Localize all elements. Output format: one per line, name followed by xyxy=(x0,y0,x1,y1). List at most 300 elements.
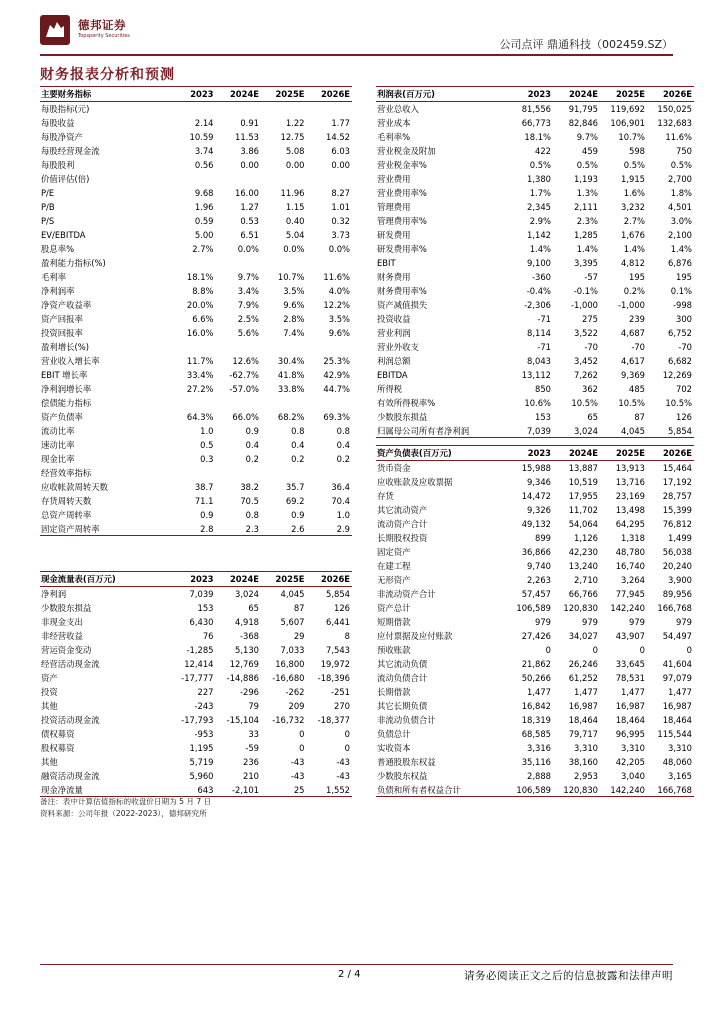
cell-value: 0.8 xyxy=(245,510,259,520)
cell-value: 9,369 xyxy=(621,370,645,380)
cell-value: -0.4% xyxy=(526,286,551,296)
cell-value: 3,024 xyxy=(574,426,598,436)
table-row xyxy=(40,769,352,783)
cell-value: 20.0% xyxy=(186,300,214,310)
cell-value: 42,230 xyxy=(568,547,598,557)
table-row xyxy=(40,727,352,741)
cell-value: 4,501 xyxy=(668,202,692,212)
table-row xyxy=(376,256,694,270)
cell-value: 2.8% xyxy=(283,314,305,324)
cell-value: -71 xyxy=(537,314,551,324)
cell-value: 979 xyxy=(582,617,598,627)
cell-value xyxy=(170,340,216,354)
cell-value: 4,617 xyxy=(621,356,645,366)
row-label: 债权募资 xyxy=(41,729,75,739)
cell-value: 4.0% xyxy=(328,286,350,296)
row-label: 其它流动负债 xyxy=(377,659,428,669)
cell-value: 49,132 xyxy=(521,519,551,529)
year-header: 2025E xyxy=(615,89,645,99)
cell-value: -43 xyxy=(290,757,305,767)
row-label: 负债总计 xyxy=(377,729,411,739)
cell-value: 1.4% xyxy=(576,244,598,254)
cell-value: 3.5% xyxy=(283,286,305,296)
cell-value: -59 xyxy=(245,743,259,753)
cell-value: 0.9 xyxy=(245,426,259,436)
table-row xyxy=(376,326,694,340)
cell-value: 33 xyxy=(248,729,259,739)
cell-value: -296 xyxy=(239,687,259,697)
cell-value: 6.51 xyxy=(240,230,259,240)
cell-value: 3.73 xyxy=(331,230,350,240)
cell-value: 13,887 xyxy=(568,463,598,473)
cell-value: 598 xyxy=(629,146,645,156)
cell-value: 0 xyxy=(344,743,350,753)
table-row xyxy=(40,116,352,130)
cell-value: 236 xyxy=(243,757,259,767)
cell-value: 0 xyxy=(299,743,305,753)
cell-value: 9,100 xyxy=(527,258,551,268)
table-row xyxy=(376,685,694,699)
cell-value: 5,854 xyxy=(326,589,350,599)
cell-value: 14,472 xyxy=(521,491,551,501)
row-label: 投资回报率 xyxy=(41,328,83,338)
row-label: 归属母公司所有者净利润 xyxy=(377,426,470,436)
cell-value: 3,395 xyxy=(574,258,598,268)
cell-value: 18,464 xyxy=(568,715,598,725)
table-row xyxy=(376,601,694,615)
row-label: 营业成本 xyxy=(377,118,411,128)
cell-value: 3,232 xyxy=(621,202,645,212)
cell-value: -16,732 xyxy=(272,715,305,725)
cell-value: 2,888 xyxy=(527,771,551,781)
cell-value: 3,452 xyxy=(574,356,598,366)
year-header: 2023 xyxy=(527,448,551,458)
cell-value: 0.59 xyxy=(194,216,214,226)
page-header xyxy=(40,14,673,62)
table-row xyxy=(40,396,352,410)
cell-value: 8,114 xyxy=(527,328,551,338)
table-title: 现金流量表(百万元) xyxy=(41,574,116,584)
table-row xyxy=(40,587,352,601)
cell-value: 119,692 xyxy=(610,104,645,114)
cell-value: 33.4% xyxy=(186,370,214,380)
row-label: 现金比率 xyxy=(41,454,75,464)
table-row xyxy=(376,228,694,242)
cell-value: 0 xyxy=(545,645,551,655)
cell-value: 0.8 xyxy=(336,426,350,436)
cell-value: 87 xyxy=(293,603,305,613)
table-row xyxy=(40,615,352,629)
cell-value: 2.14 xyxy=(194,118,214,128)
cell-value: 0.1% xyxy=(670,286,692,296)
cell-value: 10.5% xyxy=(571,398,598,408)
cell-value: 239 xyxy=(629,314,645,324)
cell-value: 1,477 xyxy=(621,687,645,697)
table-row xyxy=(40,699,352,713)
cell-value: 4,918 xyxy=(235,617,259,627)
cell-value: 5,130 xyxy=(235,645,259,655)
row-label: 应付票据及应付账款 xyxy=(377,631,453,641)
note-line: 备注：表中计算估值指标的收盘价日期为 5 月 7 日 xyxy=(40,797,212,806)
cell-value xyxy=(216,396,262,410)
cell-value: 16.00 xyxy=(235,188,259,198)
cell-value: 38.7 xyxy=(194,482,214,492)
row-label: 营业费用 xyxy=(377,174,411,184)
table-row xyxy=(376,755,694,769)
cell-value: 0.5% xyxy=(529,160,551,170)
cell-value: 2,111 xyxy=(574,202,598,212)
cell-value: 3,040 xyxy=(621,771,645,781)
cell-value: 6,430 xyxy=(189,617,214,627)
row-label: 研发费用 xyxy=(377,230,411,240)
row-label: 资产减值损失 xyxy=(377,300,428,310)
cell-value: 3,310 xyxy=(574,743,598,753)
row-label: 每股经营现金流 xyxy=(41,146,100,156)
cell-value: 2.7% xyxy=(623,216,645,226)
cell-value: -953 xyxy=(194,729,214,739)
row-label: 营业收入增长率 xyxy=(41,356,100,366)
balance-sheet-table xyxy=(376,445,694,797)
cell-value: 30.4% xyxy=(277,356,305,366)
cell-value: -14,886 xyxy=(226,673,259,683)
page-title: 财务报表分析和预测 xyxy=(40,67,175,83)
cell-value: 9,346 xyxy=(527,477,551,487)
row-label: 预收账款 xyxy=(377,645,411,655)
cell-value: 8.27 xyxy=(331,188,350,198)
cell-value: 0.53 xyxy=(240,216,259,226)
cell-value: 68,585 xyxy=(521,729,551,739)
cell-value: 5.6% xyxy=(237,328,259,338)
row-label: 固定资产 xyxy=(377,547,411,557)
cell-value: 3.86 xyxy=(240,146,259,156)
table-row xyxy=(40,368,352,382)
table-row xyxy=(376,102,694,116)
cell-value: 35,116 xyxy=(521,757,551,767)
cell-value: 0.5% xyxy=(576,160,598,170)
table-row xyxy=(40,354,352,368)
cell-value: -360 xyxy=(531,272,551,282)
cell-value: 1,552 xyxy=(326,785,350,795)
table-row xyxy=(376,461,694,475)
year-header: 2026E xyxy=(662,448,692,458)
cell-value: -998 xyxy=(672,300,692,310)
year-header: 2024E xyxy=(229,89,259,99)
cell-value: 150,025 xyxy=(657,104,692,114)
row-label: 价值评估(倍) xyxy=(41,174,90,184)
cell-value: 0.00 xyxy=(285,160,305,170)
row-label: 经营活动现金流 xyxy=(41,659,100,669)
cell-value: -262 xyxy=(285,687,305,697)
row-label: 其他 xyxy=(41,701,58,711)
cell-value: 12,769 xyxy=(229,659,259,669)
cell-value: 362 xyxy=(582,384,598,394)
cell-value: 11.6% xyxy=(665,132,692,142)
cell-value: 10.6% xyxy=(524,398,551,408)
cell-value: -16,680 xyxy=(272,673,305,683)
table-row xyxy=(40,214,352,228)
table-row xyxy=(40,657,352,671)
cell-value: -243 xyxy=(194,701,214,711)
cell-value: 33.8% xyxy=(277,384,305,394)
cell-value: 1,676 xyxy=(621,230,645,240)
cell-value: 5,854 xyxy=(668,426,692,436)
table-row xyxy=(376,657,694,671)
cell-value: -15,104 xyxy=(226,715,259,725)
table-row xyxy=(40,130,352,144)
cell-value xyxy=(261,396,307,410)
cell-value: 28,757 xyxy=(662,491,692,501)
cell-value: 10.5% xyxy=(665,398,692,408)
table-row xyxy=(376,545,694,559)
row-label: 速动比率 xyxy=(41,440,75,450)
row-label: 净利润 xyxy=(41,589,67,599)
table-row xyxy=(376,727,694,741)
cell-value: 38.2 xyxy=(240,482,259,492)
cell-value: 21,862 xyxy=(521,659,551,669)
year-header: 2024E xyxy=(568,448,598,458)
cell-value: 33,645 xyxy=(615,659,645,669)
row-label: EBIT xyxy=(377,258,396,268)
table-row xyxy=(40,466,352,480)
cell-value: 0.9 xyxy=(200,510,214,520)
cell-value: 3.5% xyxy=(328,314,350,324)
row-label: 少数股东损益 xyxy=(41,603,92,613)
cell-value: 13,112 xyxy=(521,370,551,380)
cell-value: 702 xyxy=(676,384,692,394)
cell-value: -18,396 xyxy=(317,673,350,683)
cell-value xyxy=(216,102,262,116)
row-label: 营业总收入 xyxy=(377,104,419,114)
row-label: 营业税金率% xyxy=(377,160,427,170)
row-label: 管理费用 xyxy=(377,202,411,212)
cell-value: 13,716 xyxy=(615,477,645,487)
cell-value: 0.32 xyxy=(331,216,350,226)
cell-value: 1,195 xyxy=(189,743,214,753)
cell-value: 270 xyxy=(334,701,350,711)
cell-value: 1,477 xyxy=(668,687,692,697)
cell-value: -70 xyxy=(631,342,645,352)
table-row xyxy=(376,475,694,489)
cell-value: 42.9% xyxy=(323,370,350,380)
cell-value: 210 xyxy=(243,771,259,781)
cell-value xyxy=(216,256,262,270)
table-row xyxy=(40,452,352,466)
cell-value: 65 xyxy=(248,603,259,613)
table-row xyxy=(376,503,694,517)
cell-value: 0.5% xyxy=(623,160,645,170)
cell-value: 0.2 xyxy=(245,454,259,464)
table-row xyxy=(40,643,352,657)
table-row xyxy=(376,382,694,396)
cell-value: -18,377 xyxy=(317,715,350,725)
table-row xyxy=(376,699,694,713)
cell-value: 13,498 xyxy=(615,505,645,515)
row-label: 营业税金及附加 xyxy=(377,146,436,156)
row-label: 固定资产周转率 xyxy=(41,524,100,534)
cell-value: 78,531 xyxy=(615,673,645,683)
cell-value: 2.9 xyxy=(336,524,350,534)
disclaimer: 请务必阅读正文之后的信息披露和法律声明 xyxy=(464,970,673,982)
cell-value: 27.2% xyxy=(186,384,214,394)
year-header: 2025E xyxy=(615,448,645,458)
cell-value: 1.4% xyxy=(670,244,692,254)
table-header-row xyxy=(376,445,694,461)
cell-value: 66.0% xyxy=(232,412,259,422)
table-row xyxy=(40,755,352,769)
table-row xyxy=(40,713,352,727)
cell-value: 18,319 xyxy=(521,715,551,725)
row-label: 研发费用率% xyxy=(377,244,427,254)
row-label: 存货 xyxy=(377,491,394,501)
row-label: 净利润增长率 xyxy=(41,384,92,394)
cell-value: 153 xyxy=(535,412,551,422)
cell-value: 6.6% xyxy=(192,314,214,324)
row-label: 短期借款 xyxy=(377,617,411,627)
cell-value: 64.3% xyxy=(186,412,214,422)
cell-value: 16,800 xyxy=(275,659,305,669)
table-row xyxy=(40,312,352,326)
cell-value xyxy=(261,340,307,354)
cell-value: 1,477 xyxy=(574,687,598,697)
cell-value xyxy=(307,172,353,186)
cell-value: 76,812 xyxy=(662,519,692,529)
row-label: 总资产周转率 xyxy=(41,510,92,520)
row-label: 流动比率 xyxy=(41,426,75,436)
cell-value: 1,126 xyxy=(574,533,598,543)
cell-value: 48,060 xyxy=(662,757,692,767)
cell-value: 5.04 xyxy=(285,230,305,240)
cell-value: 2.9% xyxy=(529,216,551,226)
table-row xyxy=(40,424,352,438)
cell-value: 18.1% xyxy=(524,132,551,142)
table-row xyxy=(376,284,694,298)
row-label: 实收资本 xyxy=(377,743,411,753)
cell-value: 2.6 xyxy=(291,524,305,534)
cell-value: 3.74 xyxy=(194,146,214,156)
row-label: 管理费用率% xyxy=(377,216,427,226)
cell-value: 0 xyxy=(639,645,645,655)
cell-value: 65 xyxy=(587,412,598,422)
cell-value: 29 xyxy=(293,631,305,641)
cell-value: 132,683 xyxy=(657,118,692,128)
table-row xyxy=(40,382,352,396)
cell-value: 18,464 xyxy=(615,715,645,725)
cell-value: 4,687 xyxy=(621,328,645,338)
table-row xyxy=(40,228,352,242)
row-label: 负债和所有者权益合计 xyxy=(377,785,461,795)
cell-value xyxy=(307,256,353,270)
cell-value: 1.22 xyxy=(285,118,305,128)
cell-value: -62.7% xyxy=(229,370,259,380)
cell-value: 1.6% xyxy=(623,188,645,198)
row-label: 长期借款 xyxy=(377,687,411,697)
year-header: 2023 xyxy=(190,89,214,99)
cell-value: 2,100 xyxy=(668,230,692,240)
cell-value: 5,960 xyxy=(189,771,214,781)
table-row xyxy=(376,671,694,685)
cell-value: 0.9 xyxy=(291,510,305,520)
cell-value: 9.7% xyxy=(576,132,598,142)
cell-value: 15,464 xyxy=(662,463,692,473)
cell-value: 1.77 xyxy=(331,118,350,128)
table-row xyxy=(376,130,694,144)
row-label: 普通股股东权益 xyxy=(377,757,436,767)
table-row xyxy=(376,368,694,382)
cell-value: 27,426 xyxy=(521,631,551,641)
year-header: 2026E xyxy=(662,89,692,99)
table-row xyxy=(40,685,352,699)
cell-value: 12,414 xyxy=(184,659,214,669)
row-label: 在建工程 xyxy=(377,561,411,571)
table-row xyxy=(376,643,694,657)
row-label: 其他 xyxy=(41,757,58,767)
cell-value: 25.3% xyxy=(323,356,350,366)
table-row xyxy=(376,629,694,643)
cell-value: 70.5 xyxy=(240,496,259,506)
cell-value: 7,039 xyxy=(189,589,214,599)
cell-value: 6.03 xyxy=(331,146,350,156)
cell-value: 6,876 xyxy=(668,258,692,268)
main-indicators-table xyxy=(40,86,352,536)
cell-value: 1,285 xyxy=(574,230,598,240)
cell-value: 979 xyxy=(629,617,645,627)
cell-value: 10.7% xyxy=(618,132,645,142)
cell-value: 1.27 xyxy=(240,202,259,212)
cell-value: -70 xyxy=(584,342,598,352)
cell-value: 12.75 xyxy=(280,132,305,142)
cell-value: 7.4% xyxy=(283,328,305,338)
cell-value: -43 xyxy=(336,771,350,781)
cell-value: 7,039 xyxy=(527,426,551,436)
cell-value: 6,752 xyxy=(668,328,692,338)
cell-value: 77,945 xyxy=(615,589,645,599)
cell-value: 1,193 xyxy=(574,174,598,184)
cell-value: 23,169 xyxy=(615,491,645,501)
cell-value: 14.52 xyxy=(326,132,350,142)
cell-value: 41.8% xyxy=(277,370,305,380)
cell-value: 5,719 xyxy=(189,757,214,767)
cell-value: 2,700 xyxy=(668,174,692,184)
table-row xyxy=(376,713,694,727)
row-label: 股权募资 xyxy=(41,743,75,753)
cell-value: 0.40 xyxy=(285,216,305,226)
cell-value: -1,000 xyxy=(618,300,645,310)
cell-value: -1,000 xyxy=(571,300,598,310)
cell-value: 7,033 xyxy=(280,645,305,655)
brand-name-en: Topsperity Securities xyxy=(78,33,130,39)
cell-value: 35.7 xyxy=(285,482,305,492)
cell-value: 9.6% xyxy=(328,328,350,338)
page-number: 2 / 4 xyxy=(338,969,361,980)
table-header-row xyxy=(40,86,352,102)
table-row xyxy=(376,242,694,256)
cell-value: 89,956 xyxy=(662,589,692,599)
cell-value: -1,285 xyxy=(186,645,214,655)
cell-value: 1,142 xyxy=(527,230,551,240)
year-header: 2025E xyxy=(275,574,305,584)
row-label: 应收帐款周转天数 xyxy=(41,482,108,492)
cell-value: -57 xyxy=(584,272,598,282)
cell-value: 9.7% xyxy=(237,272,259,282)
table-row xyxy=(376,354,694,368)
cell-value: 1,477 xyxy=(527,687,551,697)
cell-value: -70 xyxy=(678,342,692,352)
cell-value: 9.68 xyxy=(194,188,214,198)
table-row xyxy=(376,116,694,130)
table-row xyxy=(40,144,352,158)
cell-value: 42,205 xyxy=(615,757,645,767)
cell-value: 1.4% xyxy=(623,244,645,254)
